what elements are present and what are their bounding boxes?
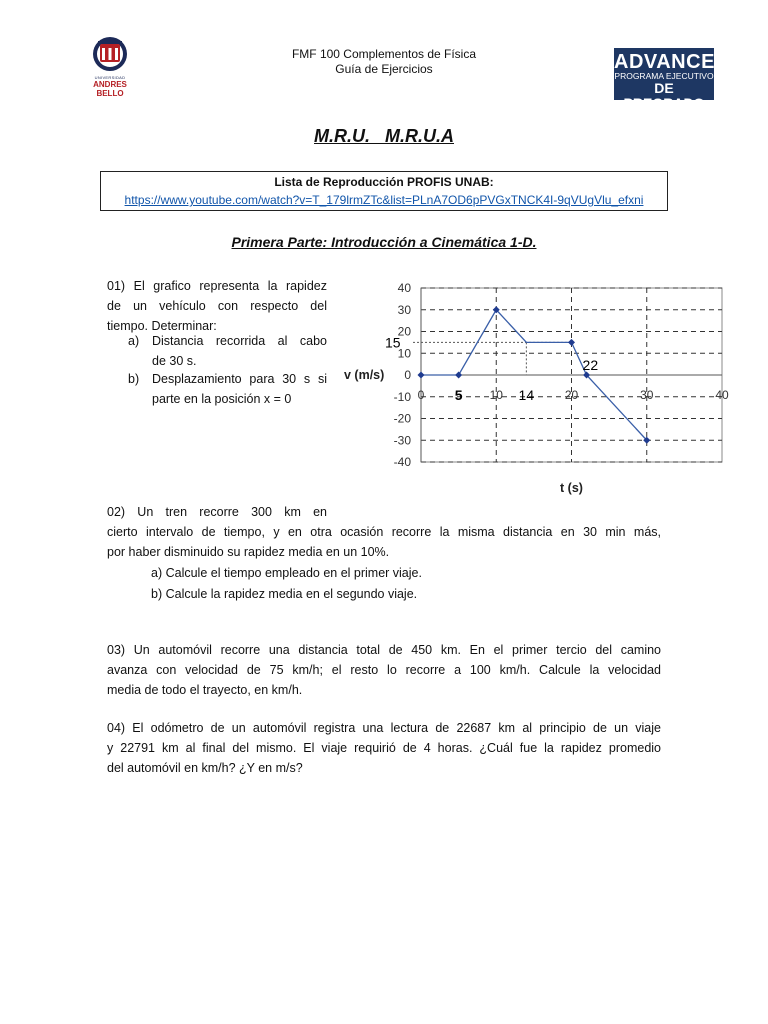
y-tick-label: 40	[397, 281, 411, 295]
question-1-line: tiempo. Determinar:	[107, 319, 217, 333]
item-a-line: de 30 s.	[152, 354, 197, 368]
question-4-line: y 22791 km al final del mismo. El viaje requirió de 4 horas. ¿Cuál fue la rapidez promedio	[107, 741, 661, 755]
item-a-line: Distancia recorrida al cabo	[152, 334, 327, 348]
question-1-line: de un vehículo con respecto del	[107, 299, 327, 313]
playlist-box	[100, 171, 668, 211]
question-3-line: media de todo el trayecto, en km/h.	[107, 683, 303, 697]
section-title: Primera Parte: Introducción a Cinemática 1-D.	[231, 234, 537, 250]
university-name: ANDRES BELLO	[93, 80, 127, 98]
velocity-time-chart	[340, 278, 740, 500]
y-tick-label: 0	[404, 368, 411, 382]
advance-logo-level: DE PREGRADO	[623, 80, 705, 111]
y-tick-label: -20	[393, 411, 411, 426]
y-tick-label: -30	[393, 433, 411, 448]
annotation-5: 5	[454, 387, 463, 403]
advance-logo-title: ADVANCE	[614, 51, 715, 73]
question-3-line: 03) Un automóvil recorre una distancia total de 450 km. En el primer tercio del camino	[107, 643, 661, 657]
university-logo	[80, 34, 140, 98]
item-label: b)	[128, 372, 140, 386]
question-4-line: 04) El odómetro de un automóvil registra una lectura de 22687 km al principio de un viaje	[107, 721, 661, 735]
y-axis-title: v (m/s)	[344, 368, 385, 382]
question-3-line: avanza con velocidad de 75 km/h; el resto lo recorre a 100 km/h. Calcule la velocidad	[107, 663, 661, 677]
course-name: FMF 100 Complementos de Física	[291, 47, 477, 61]
question-4	[107, 718, 661, 778]
question-4-line: del automóvil en km/h? ¿Y en m/s?	[107, 761, 303, 775]
y-tick-label: -40	[393, 455, 411, 469]
item-label: a)	[128, 334, 140, 348]
question-1-item-a	[128, 331, 328, 371]
question-2-line: cierto intervalo de tiempo, y en otra ocasión recorre la misma distancia en 30 min más,	[107, 525, 661, 539]
page-title: M.R.U. M.R.U.A	[314, 126, 454, 146]
advance-logo-program: PROGRAMA EJECUTIVO	[614, 71, 714, 81]
x-tick-label: 0	[417, 388, 425, 402]
question-2-line: por haber disminuido su rapidez media en un 10%.	[107, 545, 390, 559]
university-label: UNIVERSIDAD	[94, 75, 126, 80]
annotation-14: 14	[518, 387, 535, 403]
playlist-link[interactable]: https://www.youtube.com/watch?v=T_179lrmZTc&list=PLnA7OD6pPVGxTNCK4I-9qVUgVlu_efxni	[124, 193, 644, 207]
data-point	[568, 339, 575, 346]
advance-logo	[614, 48, 715, 111]
x-tick-label: 40	[715, 388, 729, 402]
x-tick-label: 10	[489, 388, 503, 402]
question-2-line: 02) Un tren recorre 300 km en	[107, 505, 327, 519]
x-tick-label: 20	[564, 388, 579, 402]
x-tick-label: 30	[640, 388, 654, 402]
question-1	[107, 276, 327, 336]
shield-icon	[80, 34, 140, 76]
y-tick-label: 30	[397, 302, 411, 317]
guide-subtitle: Guía de Ejercicios	[335, 62, 433, 76]
question-2-item-a: a) Calcule el tiempo empleado en el primer viaje.	[151, 566, 422, 580]
document-header	[250, 47, 518, 77]
question-2	[107, 522, 661, 562]
annotation-15: 15	[385, 334, 401, 351]
playlist-label: Lista de Reproducción PROFIS UNAB:	[274, 175, 494, 189]
data-point	[418, 372, 425, 379]
y-tick-label: 20	[397, 324, 411, 339]
annotation-22: 22	[582, 357, 599, 373]
item-b-line: parte en la posición x = 0	[152, 392, 292, 406]
question-1-item-b	[128, 369, 328, 409]
x-axis-title: t (s)	[560, 481, 583, 495]
chart-labels	[344, 281, 729, 495]
y-tick-label: 10	[397, 346, 411, 361]
data-point	[455, 372, 462, 379]
question-3	[107, 640, 661, 700]
y-tick-label: -10	[393, 389, 411, 404]
item-b-line: Desplazamiento para 30 s si	[152, 372, 327, 386]
question-1-line: 01) El grafico representa la rapidez	[107, 279, 327, 293]
question-2-item-b: b) Calcule la rapidez media en el segundo viaje.	[151, 587, 418, 601]
